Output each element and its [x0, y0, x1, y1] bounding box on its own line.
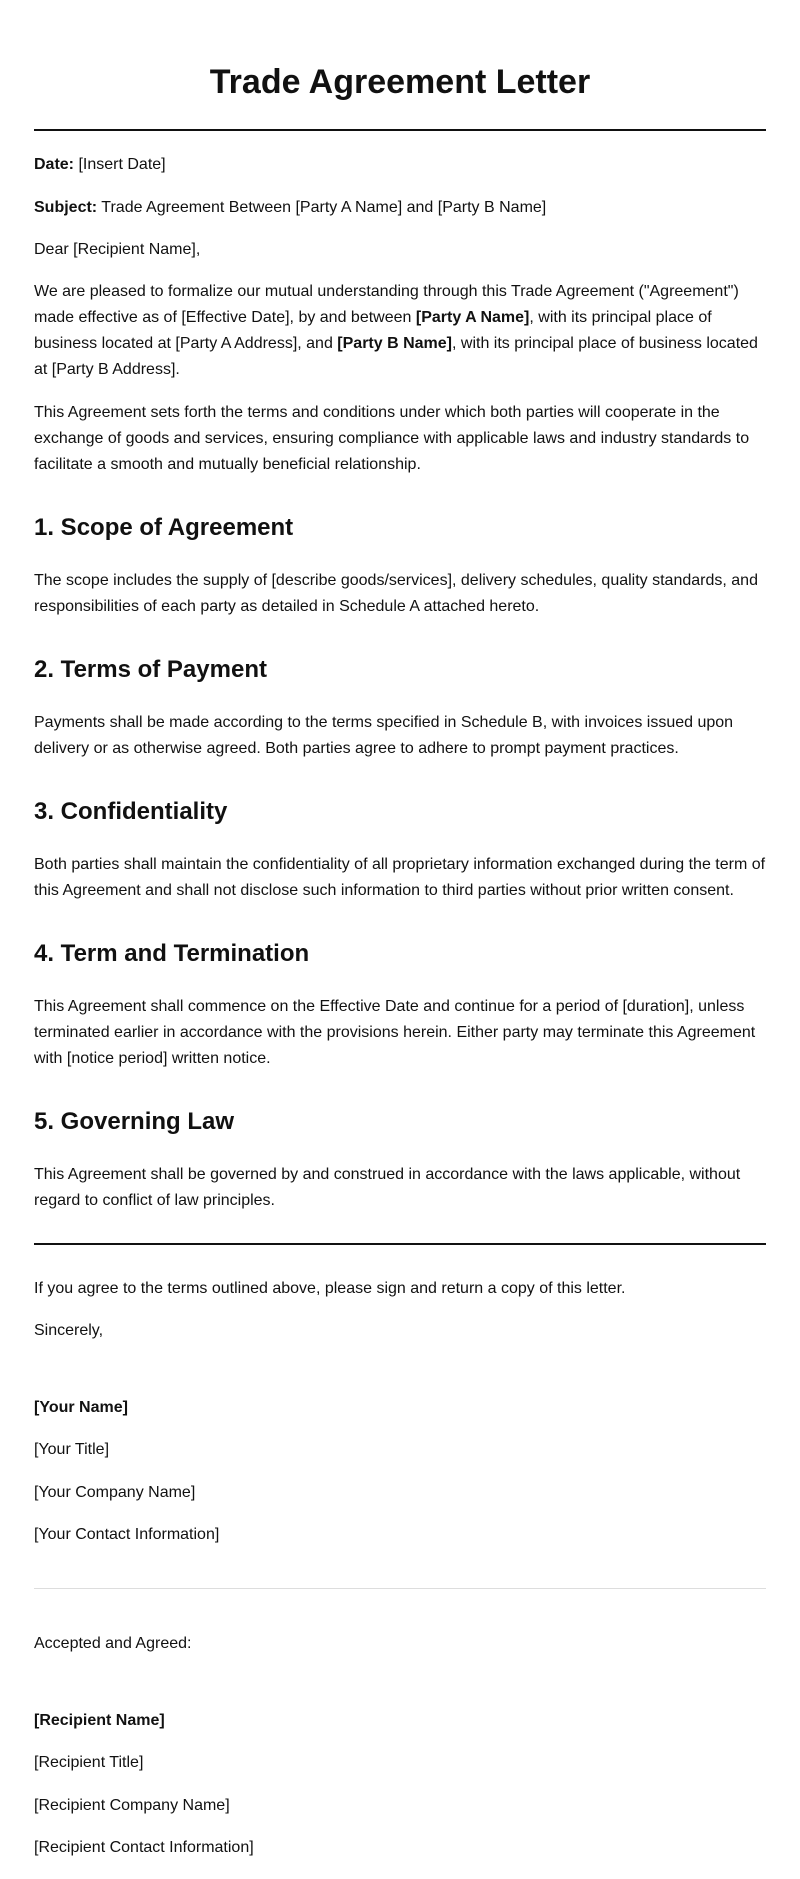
subject-label: Subject: [34, 199, 98, 216]
sender-name [34, 1395, 766, 1421]
section-heading-governing-law: 5. Governing Law [34, 1108, 235, 1135]
section-heading-term: 4. Term and Termination [34, 940, 310, 967]
recipient-contact: [Recipient Contact Information] [34, 1839, 254, 1856]
sender-company: [Your Company Name] [34, 1484, 196, 1501]
sender-title: [Your Title] [34, 1441, 110, 1458]
date-label: Date: [34, 156, 75, 173]
recipient-name-text: [Recipient Name] [34, 1712, 165, 1729]
intro-text-1: We are pleased to formalize our mutual understanding through this Trade Agreement ("Agreement") made effective as of [Effective Date], by and between [34, 283, 739, 326]
section-body-payment: Payments shall be made according to the terms specified in Schedule B, with invoices issued upon delivery or as otherwise agreed. Both parties agree to adhere to prompt payment practices. [34, 714, 734, 757]
section-body-governing-law: This Agreement shall be governed by and construed in accordance with the laws applicable, without regard to conflict of law principles. [34, 1166, 741, 1209]
acceptance-label: Accepted and Agreed: [34, 1635, 192, 1652]
subject-value: Trade Agreement Between [Party A Name] and [Party B Name] [101, 199, 547, 216]
date-value: [Insert Date] [78, 156, 166, 173]
party-b-name: [Party B Name] [337, 335, 452, 352]
intro-text-3: , with its principal place of business located at [Party B Address]. [34, 335, 758, 378]
section-body-term: This Agreement shall commence on the Effective Date and continue for a period of [duration], unless terminated earlier in accordance with the provisions herein. Either party may terminate this Agreement with [notice period] written notice. [34, 998, 756, 1067]
section-heading-payment: 2. Terms of Payment [34, 656, 267, 683]
title-divider [34, 129, 766, 131]
intro-paragraph [34, 279, 766, 383]
section-body-scope: The scope includes the supply of [describe goods/services], delivery schedules, quality standards, and responsibilities of each party as detailed in Schedule A attached hereto. [34, 572, 758, 615]
purpose-paragraph: This Agreement sets forth the terms and conditions under which both parties will cooperate in the exchange of goods and services, ensuring compliance with applicable laws and industry standards to facilitate a smooth and mutually beneficial relationship. [34, 404, 750, 473]
acceptance-divider [34, 1588, 766, 1589]
section-body-confidentiality: Both parties shall maintain the confidentiality of all proprietary information exchanged during the term of this Agreement and shall not disclose such information to third parties without prior written consent. [34, 856, 766, 899]
sign-off: Sincerely, [34, 1322, 104, 1339]
closing-divider [34, 1243, 766, 1245]
sender-contact: [Your Contact Information] [34, 1526, 220, 1543]
party-a-name: [Party A Name] [415, 309, 530, 326]
intro-text-2: , with its principal place of business located at [Party A Address], and [34, 309, 712, 352]
closing-request: If you agree to the terms outlined above, please sign and return a copy of this letter. [34, 1280, 626, 1297]
page-title: Trade Agreement Letter [209, 63, 591, 101]
recipient-title: [Recipient Title] [34, 1754, 144, 1771]
subject-line [34, 195, 766, 221]
section-heading-scope: 1. Scope of Agreement [34, 514, 294, 541]
date-line [34, 152, 766, 178]
recipient-name [34, 1708, 766, 1734]
sender-name-text: [Your Name] [34, 1399, 128, 1416]
section-heading-confidentiality: 3. Confidentiality [34, 798, 228, 825]
recipient-company: [Recipient Company Name] [34, 1797, 230, 1814]
salutation: Dear [Recipient Name], [34, 241, 201, 258]
